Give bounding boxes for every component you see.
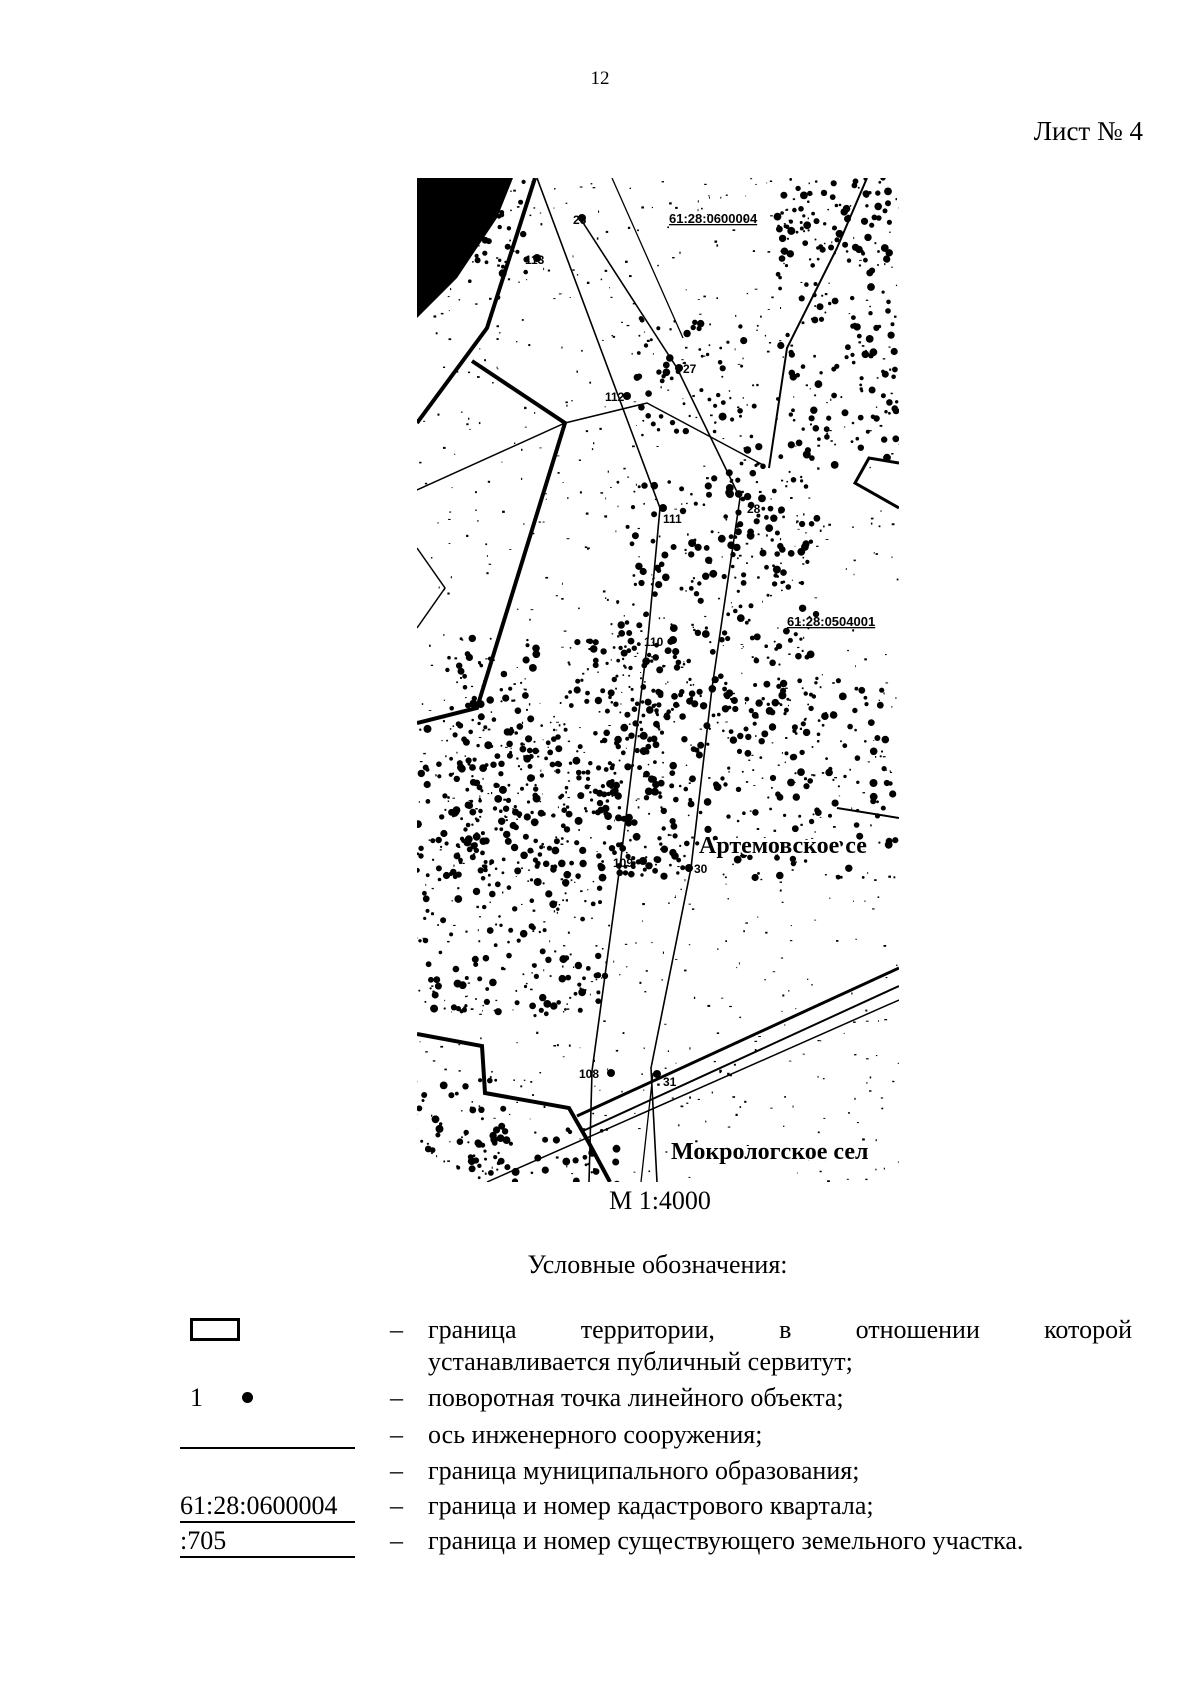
map-canvas bbox=[417, 178, 899, 1182]
legend-dash: – bbox=[390, 1491, 403, 1520]
rectangle-symbol bbox=[190, 1318, 240, 1341]
legend-item-servitude-boundary bbox=[180, 1314, 1132, 1378]
line-symbol bbox=[180, 1447, 355, 1449]
map-scale: М 1:4000 bbox=[609, 1186, 711, 1215]
turning-point-30 bbox=[685, 864, 693, 872]
legend-point-number: 1 bbox=[190, 1383, 203, 1412]
legend-symbol-plot bbox=[180, 1525, 355, 1557]
point-label-112: 112 bbox=[605, 390, 625, 404]
point-label-26: 26 bbox=[573, 213, 587, 227]
legend-dash: – bbox=[390, 1526, 403, 1555]
legend-title: Условные обозначения: bbox=[527, 1250, 788, 1279]
point-label-31: 31 bbox=[663, 1075, 677, 1089]
turning-point-28 bbox=[726, 490, 734, 498]
point-label-108: 108 bbox=[579, 1067, 600, 1081]
turning-point-27 bbox=[675, 364, 683, 372]
point-label-28: 28 bbox=[747, 502, 761, 516]
quarter-label-mid: 61:28:0504001 bbox=[787, 614, 876, 629]
turning-point-108 bbox=[607, 1069, 615, 1077]
legend-desc: поворотная точка линейного объекта; bbox=[428, 1383, 844, 1412]
settlement-label-mokrologskoe: Мокрологское сел bbox=[671, 1139, 869, 1165]
quarter-label-top: 61:28:0600004 bbox=[669, 211, 758, 226]
legend-dash: – bbox=[390, 1456, 403, 1485]
point-label-109: 109 bbox=[613, 856, 634, 870]
legend-desc-line1: граница территории, в отношении которой bbox=[428, 1315, 1132, 1344]
turning-point-31 bbox=[653, 1070, 661, 1078]
page-number: 12 bbox=[590, 68, 610, 89]
sheet-label: Лист № 4 bbox=[1033, 116, 1143, 146]
turning-point-111 bbox=[659, 504, 667, 512]
legend-desc: граница и номер кадастрового квартала; bbox=[428, 1491, 874, 1520]
legend-plot-number: :705 bbox=[180, 1525, 355, 1558]
turning-point-109 bbox=[639, 857, 647, 865]
legend-dash: – bbox=[390, 1315, 403, 1344]
legend-desc-line2: устанавливается публичный сервитут; bbox=[428, 1347, 853, 1376]
settlement-label-artemovskoe: Артемовское се bbox=[699, 833, 867, 859]
legend-dash: – bbox=[390, 1420, 403, 1449]
cadastral-map bbox=[417, 178, 899, 1182]
legend-symbol-rectangle bbox=[180, 1314, 355, 1346]
legend-dash: – bbox=[390, 1383, 403, 1412]
turning-point-110 bbox=[669, 636, 677, 644]
legend-symbol-quarter bbox=[180, 1490, 355, 1522]
legend-quarter-number: 61:28:0600004 bbox=[180, 1490, 355, 1523]
legend-symbol-point bbox=[180, 1382, 355, 1414]
point-label-27: 27 bbox=[683, 362, 697, 376]
point-dot-icon bbox=[242, 1392, 253, 1403]
legend-desc: ось инженерного сооружения; bbox=[428, 1420, 763, 1449]
point-label-113: 113 bbox=[525, 253, 545, 267]
legend-desc: граница и номер существующего земельного участка. bbox=[428, 1526, 1024, 1555]
point-label-111: 111 bbox=[663, 512, 682, 526]
legend-symbol-line bbox=[180, 1455, 355, 1487]
point-label-110: 110 bbox=[644, 635, 664, 649]
legend-desc: граница муниципального образования; bbox=[428, 1456, 860, 1485]
point-label-30: 30 bbox=[694, 862, 708, 876]
